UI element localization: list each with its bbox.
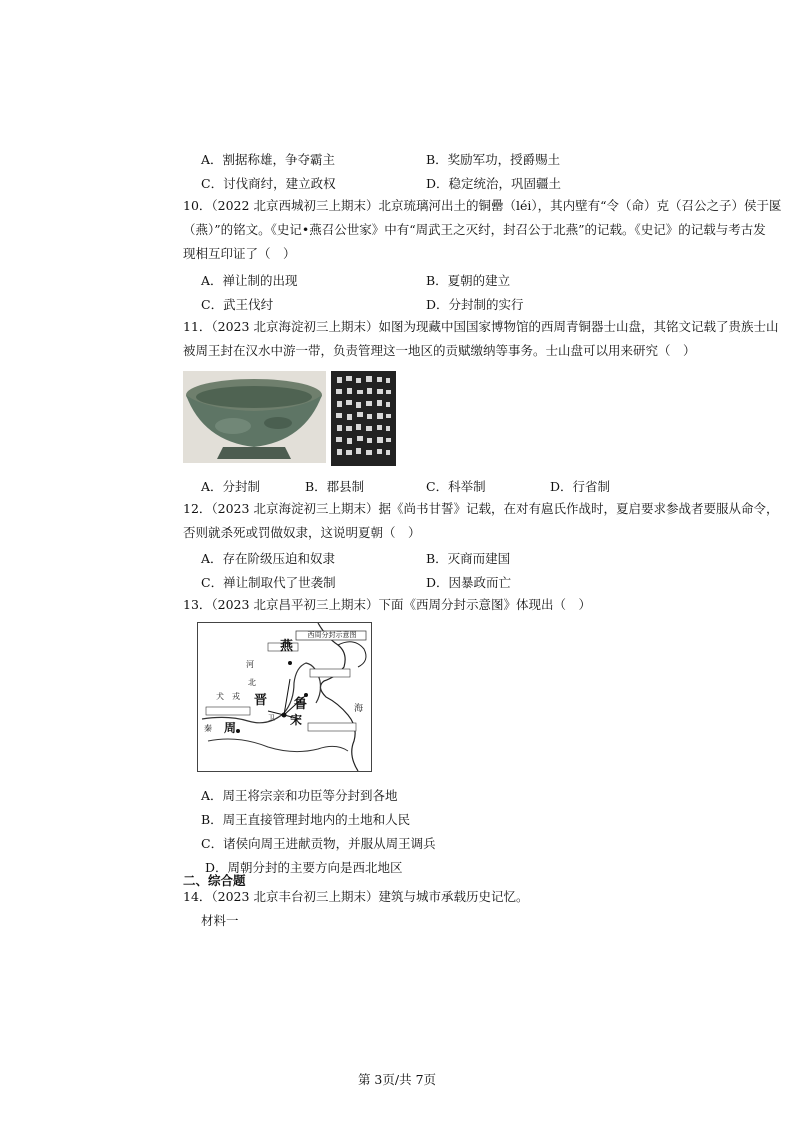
map-label-wei: 卫 [268, 714, 275, 722]
q9-option-c: C．讨伐商纣，建立政权 [201, 176, 336, 191]
q10-stem-line3: 现相互印证了（ ） [183, 246, 296, 261]
map-label-hai: 海 [354, 704, 364, 714]
q13-option-d: D．周朝分封的主要方向是西北地区 [205, 860, 403, 875]
q13-option-a: A．周王将宗亲和功臣等分封到各地 [201, 788, 398, 803]
q9-option-b: B．奖励军功，授爵赐土 [426, 152, 561, 167]
q11-stem-line1: 11．（2023 北京海淀初三上期末）如图为现藏中国国家博物馆的西周青铜器士山盘，其铭文记载了贵族士山 [183, 319, 779, 334]
q12-stem-line2: 否则就杀死或罚做奴隶，这说明夏朝（ ） [183, 525, 421, 540]
map-label-song: 宋 [290, 713, 303, 727]
q11-option-a: A．分封制 [201, 479, 261, 494]
q13-stem-line1: 13．（2023 北京昌平初三上期末）下面《西周分封示意图》体现出（ ） [183, 597, 591, 612]
q12-option-c: C．禅让制取代了世袭制 [201, 575, 336, 590]
q12-stem-line1: 12．（2023 北京海淀初三上期末）据《尚书甘誓》记载，在对有扈氏作战时，夏启要求参战者要服从命令， [183, 501, 779, 516]
q10-option-d: D．分封制的实行 [426, 297, 524, 312]
map-label-zhou: 周 [224, 721, 237, 735]
q12-option-d: D．因暴政而亡 [426, 575, 512, 590]
q9-option-d: D．稳定统治，巩固疆土 [426, 176, 562, 191]
map-label-quan: 犬 [216, 692, 224, 701]
q11-option-d: D．行省制 [550, 479, 611, 494]
q12-option-b: B．灭商而建国 [426, 551, 511, 566]
q13-option-c: C．诸侯向周王进献贡物，并服从周王调兵 [201, 836, 436, 851]
q10-stem-line2: （燕）”的铭文。《史记•燕召公世家》中有“周武王之灭纣，封召公于北燕”的记载。《史记》的记载与考古发 [183, 222, 766, 237]
q11-option-b: B．郡县制 [305, 479, 365, 494]
map-label-qin: 秦 [204, 724, 212, 733]
map-label-lu: 鲁 [294, 697, 308, 712]
q14-material-label: 材料一 [201, 913, 239, 928]
q10-stem-line1: 10．（2022 北京西城初三上期末）北京琉璃河出土的铜罍（léi），其内壁有“令（命）克（召公之子）侯于匽 [183, 198, 782, 213]
q9-option-a: A．割据称雄，争夺霸主 [201, 152, 336, 167]
q12-option-a: A．存在阶级压迫和奴隶 [201, 551, 336, 566]
map-label-yan: 燕 [280, 639, 294, 654]
map-label-jin: 晋 [254, 693, 268, 708]
q11-option-c: C．科举制 [426, 479, 486, 494]
map-label-he: 河 [246, 660, 254, 669]
q14-stem-line1: 14．（2023 北京丰台初三上期末）建筑与城市承载历史记忆。 [183, 889, 529, 904]
bronze-plate-photo [183, 371, 326, 463]
page-footer: 第 3页/共 7页 [357, 1072, 437, 1087]
map-label-bei: 北 [248, 678, 256, 687]
q13-option-b: B．周王直接管理封地内的土地和人民 [201, 812, 411, 827]
inscription-rubbing [331, 371, 396, 466]
q10-option-b: B．夏朝的建立 [426, 273, 511, 288]
q11-stem-line2: 被周王封在汉水中游一带，负责管理这一地区的贡赋缴纳等事务。士山盘可以用来研究（ ） [183, 343, 696, 358]
western-zhou-fief-map [197, 622, 372, 772]
map-label-rong: 戎 [232, 692, 240, 701]
q10-option-c: C．武王伐纣 [201, 297, 274, 312]
q10-option-a: A．禅让制的出现 [201, 273, 298, 288]
map-title: 西周分封示意图 [307, 631, 357, 639]
section-heading: 二、综合题 [183, 873, 246, 888]
